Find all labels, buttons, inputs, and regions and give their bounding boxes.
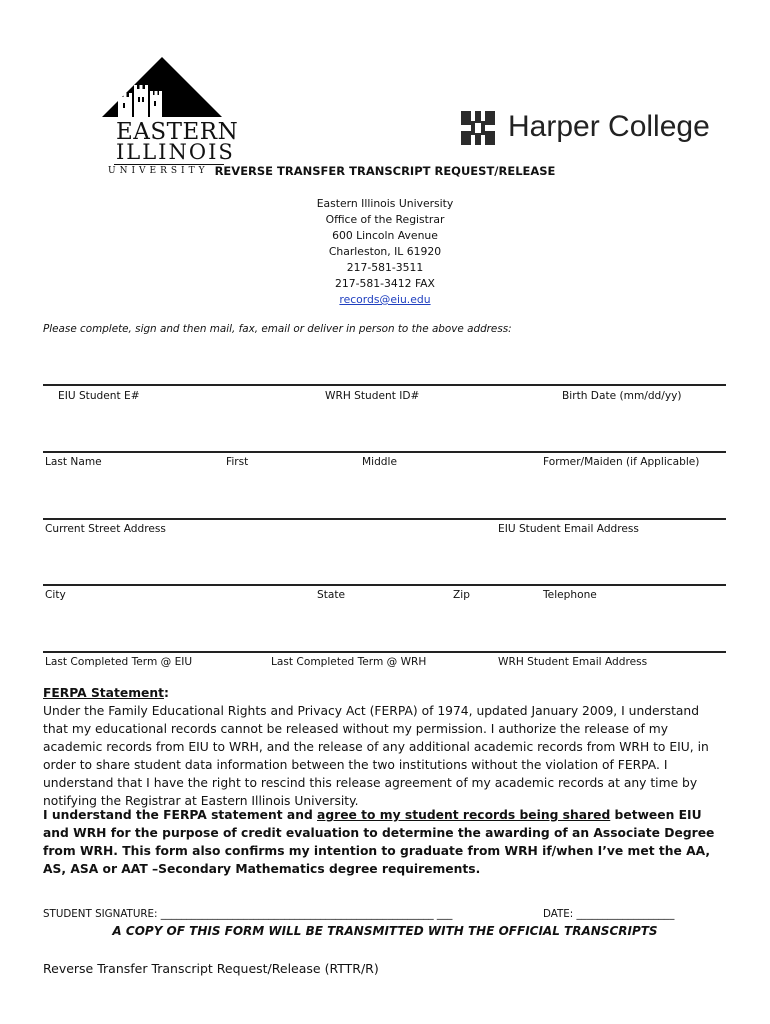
- address-institution: Eastern Illinois University: [316, 197, 454, 210]
- address-street: 600 Lincoln Avenue: [332, 229, 438, 242]
- last-term-wrh-label: Last Completed Term @ WRH: [271, 656, 427, 668]
- ferpa-heading: FERPA Statement: [43, 686, 164, 700]
- field-row-4-line[interactable]: [43, 584, 726, 586]
- student-signature-field[interactable]: STUDENT SIGNATURE: _____________________________________________________ ___: [43, 908, 453, 920]
- former-maiden-label: Former/Maiden (if Applicable): [543, 456, 700, 468]
- eiu-logo-eastern: EASTERN: [116, 119, 239, 145]
- field-row-5-line[interactable]: [43, 651, 726, 653]
- footer-form-title: Reverse Transfer Transcript Request/Release (RTTR/R): [43, 961, 379, 976]
- agreement-underlined: agree to my student records being shared: [317, 808, 611, 822]
- address-phone: 217-581-3511: [346, 261, 424, 274]
- current-street-address-label: Current Street Address: [45, 523, 166, 535]
- eiu-logo-university: UNIVERSITY: [108, 166, 209, 176]
- first-name-label: First: [226, 456, 249, 468]
- eiu-logo: [100, 55, 239, 180]
- harper-college-name: Harper College: [508, 110, 710, 143]
- instructions: Please complete, sign and then mail, fax, email or deliver in person to the above address:: [43, 323, 512, 335]
- state-label: State: [317, 589, 346, 601]
- form-title-text: REVERSE TRANSFER TRANSCRIPT REQUEST/RELEASE: [214, 164, 556, 178]
- harper-college-logo: [458, 108, 718, 152]
- eiu-logo-illinois: ILLINOIS: [116, 140, 235, 164]
- agreement-part-1: I understand the FERPA statement and: [43, 808, 318, 822]
- wrh-student-email-label: WRH Student Email Address: [498, 656, 648, 668]
- address-office: Office of the Registrar: [325, 213, 445, 226]
- middle-name-label: Middle: [362, 456, 397, 468]
- city-label: City: [45, 589, 66, 601]
- last-term-eiu-label: Last Completed Term @ EIU: [45, 656, 193, 668]
- records-email-link[interactable]: records@eiu.edu: [339, 293, 431, 306]
- form-title: [0, 164, 770, 178]
- ferpa-heading-colon: :: [164, 686, 169, 700]
- zip-label: Zip: [453, 589, 470, 601]
- registrar-address: [0, 196, 770, 308]
- wrh-student-id-label: WRH Student ID#: [325, 390, 420, 402]
- harper-mark-icon: [461, 111, 495, 145]
- address-city: Charleston, IL 61920: [328, 245, 442, 258]
- agreement-statement: [43, 806, 723, 878]
- date-field[interactable]: DATE: ___________________: [543, 908, 675, 920]
- birth-date-label: Birth Date (mm/dd/yy): [562, 390, 682, 402]
- last-name-label: Last Name: [45, 456, 102, 468]
- field-row-2-line[interactable]: [43, 451, 726, 453]
- eiu-student-email-label: EIU Student Email Address: [498, 523, 639, 535]
- eiu-tower-graphic: [100, 55, 230, 125]
- field-row-3-line[interactable]: [43, 518, 726, 520]
- field-row-1-line[interactable]: [43, 384, 726, 386]
- ferpa-statement: [43, 684, 713, 810]
- agreement-part-2: between EIU and WRH for the purpose of credit evaluation to determine the awarding of an Associate Degree from WRH. This form also confirms my intention to graduate from WRH if/when I’ve met the AA, AS, ASA or AAT –Secondary Mathematics degree requirements.: [43, 808, 715, 876]
- transmit-note: A COPY OF THIS FORM WILL BE TRANSMITTED WITH THE OFFICIAL TRANSCRIPTS: [112, 924, 658, 938]
- address-fax: 217-581-3412 FAX: [335, 277, 435, 290]
- eiu-student-e-label: EIU Student E#: [58, 390, 140, 402]
- telephone-label: Telephone: [543, 589, 597, 601]
- ferpa-body: Under the Family Educational Rights and Privacy Act (FERPA) of 1974, updated January 2009, I understand that my educational records cannot be released without my permission. I authorize the release of my academic records from EIU to WRH, and the release of any additional academic records from WRH to EIU, in order to share student data information between the two institutions without the violation of FERPA. I understand that I have the right to rescind this release agreement of my academic records at any time by notifying the Registrar at Eastern Illinois University.: [43, 704, 709, 808]
